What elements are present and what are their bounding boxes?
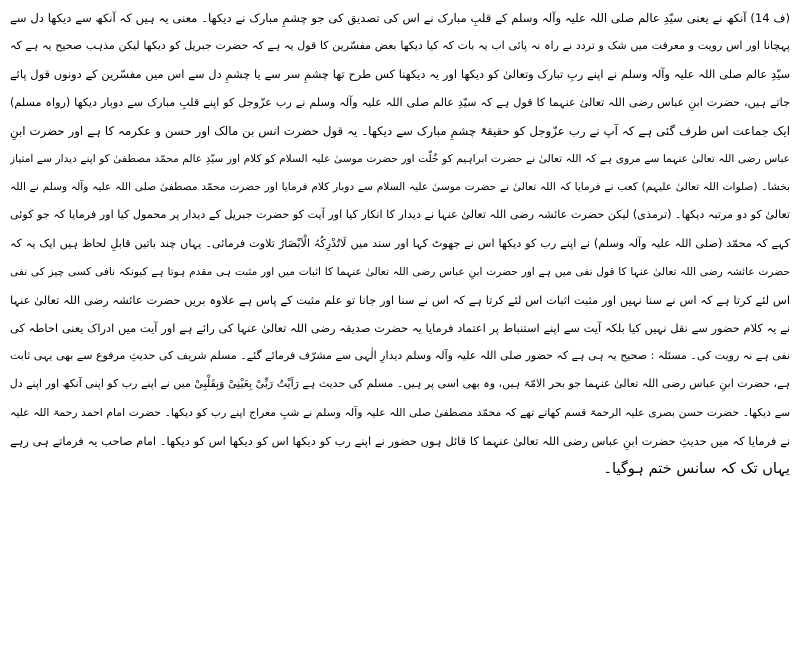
text-line-17: یہاں تک کہ سانس ختم ہوگیا۔	[603, 460, 790, 477]
text-line-9: کہے کہ محمّد (صلی اللہ علیہ وآلہ وسلم) نے اپنے رب کو دیکھا اس نے جھوٹ کہا اور سند میں لَاتُدْرِکُہُ الْاَبْصَارُ تلاوت فرمائی۔ یہاں چند باتیں قابلِ لحاظ ہیں ایک یہ کہ	[10, 236, 790, 250]
text-line-16: نے فرمایا کہ میں حدیثِ حضرت ابنِ عباس رضی اللہ تعالیٰ عنہما کا قائل ہوں حضور نے اپنے رب کو دیکھا اس کو دیکھا اس کو دیکھا۔ امام صاحب یہ فرماتے ہی رہے	[10, 433, 790, 448]
text-line-4: جاتے ہیں، حضرت ابنِ عباس رضی اللہ تعالیٰ عنہما کا قول ہے کہ سیّدِ عالم صلی اللہ علیہ وآلہ وسلم نے رب عزّوجل کو اپنے قلبِ مبارک سے دوبار دیکھا (رواہ مسلم)	[10, 95, 790, 109]
text-line-8: تعالیٰ کو دو مرتبہ دیکھا۔ (ترمذی) لیکن حضرت عائشہ رضی اللہ تعالیٰ عنہا نے دیدار کا انکار کیا اور آیت کو حضرت جبریل کے دیدار پر محمول کیا اور فرمایا کہ جو کوئی	[10, 208, 790, 222]
text-line-11: اس لئے کرتا ہے کہ اس نے سنا نہیں اور مثبت اثبات اس لئے کرتا ہے کہ اس نے سنا اور جانا تو علم مثبت کے پاس ہے علاوہ بریں حضرت عائشہ رضی اللہ تعالیٰ عنہا	[10, 292, 790, 307]
text-line-7: بخشا۔ (صلوات اللہ تعالیٰ علیہم) کعب نے فرمایا کہ اللہ تعالیٰ نے حضرت موسیٰ علیہ السلام سے دوبار کلام فرمایا اور حضرت محمّد مصطفیٰ صلی اللہ علیہ وآلہ وسلم نے اللہ	[10, 181, 790, 194]
text-line-14: ہے، حضرت ابنِ عباس رضی اللہ تعالیٰ عنہما جو بحر الامّۃ ہیں، وہ بھی اسی پر ہیں۔ مسلم کی حدیث ہے رَاَیْتُ رَبِّیْ بِعَیْنِیْ وَبِقَلْبِیْ میں نے اپنے رب کو اپنی آنکھ اور اپنے دل	[10, 377, 790, 391]
text-line-10: حضرت عائشہ رضی اللہ تعالیٰ عنہا کا قول نفی میں ہے اور حضرت ابنِ عباس رضی اللہ تعالیٰ عنہما کا اثبات میں اور مثبت ہی مقدم ہوتا ہے کیونکہ نافی کسی چیز کی نفی	[10, 265, 790, 278]
text-line-12: نے یہ کلام حضور سے نقل نہیں کیا بلکہ آیت سے اپنے استنباط پر اعتماد فرمایا یہ حضرت صدیقہ رضی اللہ تعالیٰ عنہا کی رائے ہے اور آیت میں ادراک یعنی احاطہ کی	[10, 321, 790, 336]
text-line-3: سیّدِ عالم صلی اللہ علیہ وآلہ وسلم نے اپنے ربِ تبارک وتعالیٰ کو دیکھا اور یہ دیکھنا کس طرح تھا چشمِ سر سے یا چشمِ دل سے اس میں مفسّرین کے دونوں قول پائے	[10, 67, 790, 82]
text-line-6: عباس رضی اللہ تعالیٰ عنہما سے مروی ہے کہ اللہ تعالیٰ نے حضرت ابراہیم کو خُلّت اور حضرت موسیٰ علیہ السلام کو کلام اور سیّدِ عالم محمّد مصطفیٰ کو اپنے دیدار سے امتیاز	[10, 152, 790, 165]
text-line-13: نفی ہے نہ رویت کی۔ مسئلہ : صحیح یہ ہی ہے کہ حضور صلی اللہ علیہ وآلہ وسلم دیدارِ الٰہی سے مشرّف فرمائے گئے۔ مسلم شریف کی حدیثِ مرفوع سے بھی یہی ثابت	[10, 349, 790, 363]
text-line-2: پہچانا اور اس رویت و معرفت میں شک و تردد نے راہ نہ پائی اب یہ بات کہ کیا دیکھا بعض مفسّرین کا قول یہ ہے کہ حضرت جبریل کو دیکھا لیکن مذہب صحیح یہ ہے کہ	[10, 39, 790, 53]
text-line-15: سے دیکھا۔ حضرت حسن بصری علیہ الرحمۃ قسم کھاتے تھے کہ محمّد مصطفیٰ صلی اللہ علیہ وآلہ وسلم نے شبِ معراج اپنے رب کو دیکھا۔ حضرت امام احمد رحمۃ اللہ علیہ	[10, 405, 790, 419]
text-line-1: (ف 14) آنکھ نے یعنی سیّدِ عالم صلی اللہ علیہ وآلہ وسلم کے قلبِ مبارک نے اس کی تصدیق کی جو چشمِ مبارک نے دیکھا۔ معنی یہ ہیں کہ آنکھ سے دیکھا دل سے	[10, 11, 790, 25]
footnote-text	[10, 4, 790, 483]
text-line-5: ایک جماعت اس طرف گئی ہے کہ آپ نے رب عزّوجل کو حقیقۃً چشمِ مبارک سے دیکھا۔ یہ قول حضرت انس بن مالک اور حسن و عکرمہ کا ہے اور حضرت ابنِ	[10, 123, 790, 138]
